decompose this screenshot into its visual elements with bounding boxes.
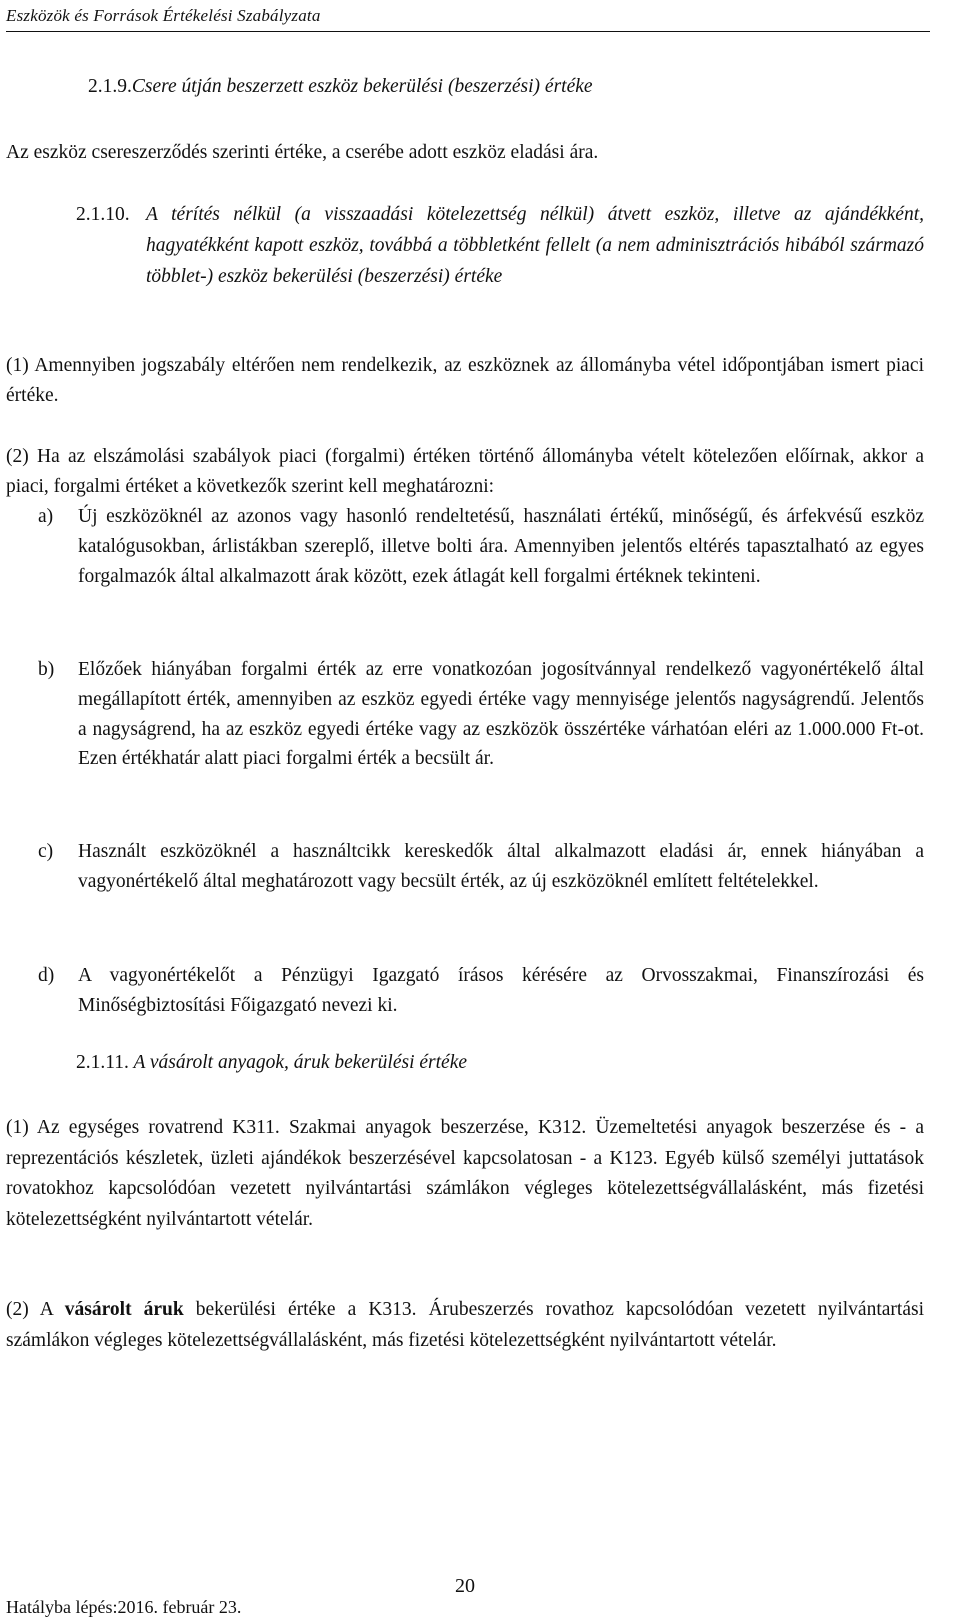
section-2-1-9-heading — [88, 76, 593, 98]
list-item-b — [6, 655, 924, 774]
paragraph-text: bekerülési értéke a K313. Árubeszerzés rovathoz kapcsolódóan vezetett nyilvántartási számlákon végleges kötelezettségvállalásként, más fizetési kötelezettségként nyilvántartott vételár. — [6, 1299, 924, 1351]
list-item-d — [6, 961, 924, 1021]
section-number: 2.1.9. — [88, 76, 132, 97]
section-2-1-11-paragraph-1: (1) Az egységes rovatrend K311. Szakmai anyagok beszerzése, K312. Üzemeltetési anyagok beszerzése és - a reprezentációs készletek, üzleti ajándékok beszerzésével kapcsolatosan - a K123. Egyéb külső személyi juttatások rovatokhoz kapcsolódóan vezetett nyilvántartási számlákon végleges kötelezettségvállalásként, más fizetési kötelezettségként nyilvántartott vételár. — [6, 1117, 924, 1230]
section-2-1-9-text: Az eszköz csereszerződés szerinti értéke, a cserébe adott eszköz eladási ára. — [6, 142, 599, 163]
section-title: A térítés nélkül (a visszaadási kötelezettség nélkül) átvett eszköz, illetve az ajándékként, hagyatékként kapott eszköz, továbbá a többletként fellelt (a nem adminisztrációs hibából származó többlet-) eszköz bekerülési (beszerzési) értéke — [146, 204, 924, 287]
header-divider — [6, 31, 930, 32]
list-item-text: Új eszközöknél az azonos vagy hasonló rendeltetésű, használati értékű, minőségű, és árfekvésű eszköz katalógusokban, árlistákban szereplő, illetve bolti ára. Amennyiben jelentős eltérés tapasztalható az egyes forgalmazók által alkalmazott árak között, ezek átlagát kell forgalmi értéknek tekinteni. — [78, 506, 924, 587]
section-2-1-10-paragraph-2: (2) Ha az elszámolási szabályok piaci (forgalmi) értéken történő állományba vételt kötelezően előírnak, akkor a piaci, forgalmi értéket a következők szerint kell meghatározni: — [6, 446, 924, 497]
section-2-1-11-paragraph-2 — [6, 1295, 924, 1356]
list-item-a — [6, 502, 924, 591]
section-2-1-10-heading — [6, 199, 924, 292]
list-item-text: A vagyonértékelőt a Pénzügyi Igazgató írásos kérésére az Orvosszakmai, Finanszírozási és Minőségbiztosítási Főigazgató nevezi ki. — [78, 965, 924, 1016]
list-item-label: d) — [38, 965, 55, 986]
section-title: A vásárolt anyagok, áruk bekerülési értéke — [133, 1052, 468, 1073]
section-number: 2.1.11. — [76, 1052, 129, 1073]
list-item-label: a) — [38, 506, 54, 527]
section-title: Csere útján beszerzett eszköz bekerülési (beszerzési) értéke — [131, 76, 593, 97]
effective-date: Hatályba lépés:2016. február 23. — [6, 1597, 242, 1617]
list-item-c — [6, 837, 924, 897]
paragraph-text: (2) A — [6, 1299, 65, 1320]
section-2-1-10-paragraph-1: (1) Amennyiben jogszabály eltérően nem rendelkezik, az eszköznek az állományba vétel időpontjában ismert piaci értéke. — [6, 355, 924, 406]
list-item-text: Előzőek hiányában forgalmi érték az erre vonatkozóan jogosítvánnyal rendelkező vagyonértékelő által megállapított érték, amennyiben az eszköz egyedi értéke vagy mennyisége jelentős nagyságrendű. Jelentős a nagyságrend, ha az eszköz egyedi értéke vagy az eszközök összértéke várhatóan eléri az 1.000.000 Ft-ot. Ezen értékhatár alatt piaci forgalmi érték a becsült ár. — [78, 659, 924, 770]
document-header: Eszközök és Források Értékelési Szabályzata — [6, 6, 321, 25]
section-2-1-11-heading — [76, 1052, 467, 1074]
list-item-label: b) — [38, 659, 55, 680]
section-number: 2.1.10. — [76, 204, 130, 225]
list-item-label: c) — [38, 841, 54, 862]
page-number: 20 — [455, 1575, 475, 1597]
emphasis-text: vásárolt áruk — [64, 1299, 184, 1320]
list-item-text: Használt eszközöknél a használtcikk kereskedők által alkalmazott eladási ár, ennek hiányában a vagyonértékelő által meghatározott vagy becsült érték, az új eszközöknél említett feltételekkel. — [78, 841, 924, 892]
